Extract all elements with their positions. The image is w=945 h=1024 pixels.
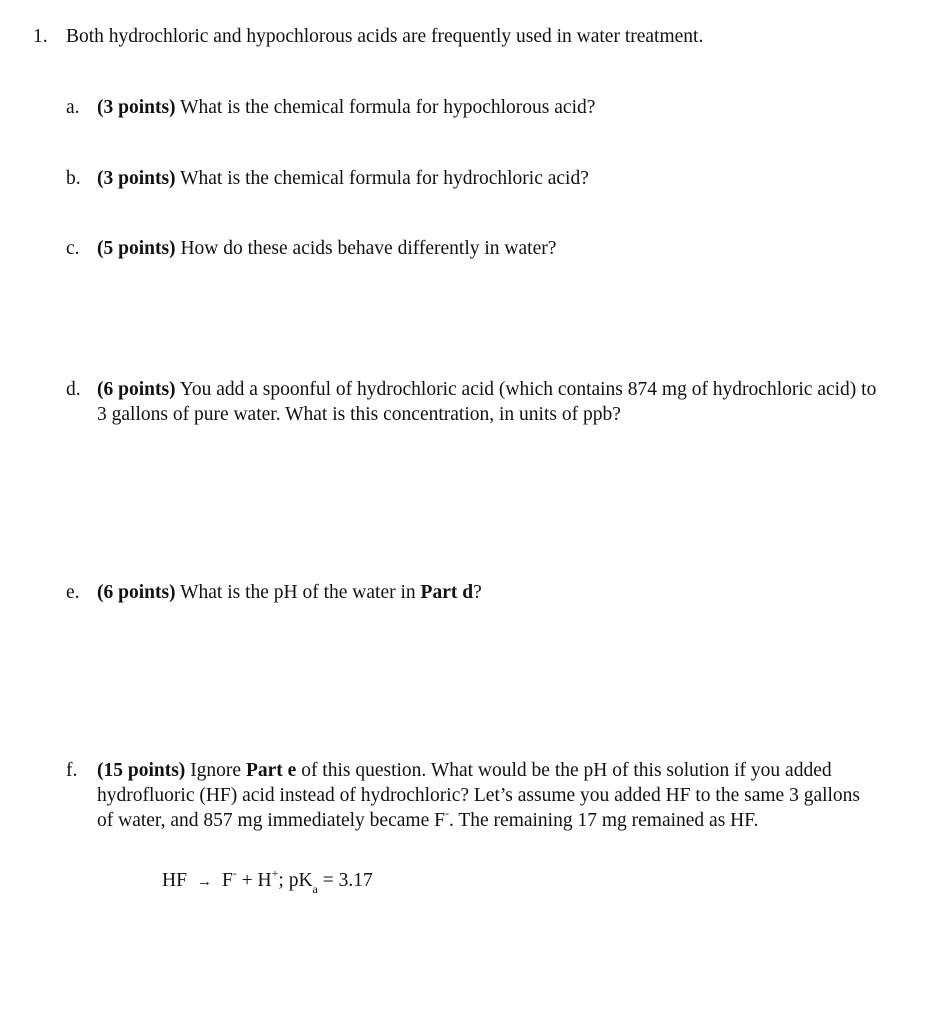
eq-equals: = 3.17 xyxy=(322,870,373,891)
equation xyxy=(162,865,373,896)
part-e-text: What is the pH of the water in xyxy=(180,582,416,603)
part-c-points: (5 points) xyxy=(97,238,176,259)
part-f-points: (15 points) xyxy=(97,760,186,781)
eq-sub: a xyxy=(312,881,318,896)
part-f xyxy=(97,758,875,833)
eq-product1: F xyxy=(221,870,233,891)
part-f-letter: f. xyxy=(66,760,78,781)
part-e-points: (6 points) xyxy=(97,582,176,603)
eq-reactant: HF xyxy=(162,870,187,891)
part-f-ref: Part e xyxy=(245,760,297,781)
part-f-pre: Ignore xyxy=(190,760,242,781)
part-b-letter: b. xyxy=(66,168,81,189)
eq-sep: ; pK xyxy=(278,870,313,891)
part-b-text: What is the chemical formula for hydrochloric acid? xyxy=(180,168,589,189)
part-e xyxy=(97,580,897,605)
part-a-text: What is the chemical formula for hypochlorous acid? xyxy=(180,97,596,118)
part-e-after: ? xyxy=(473,582,482,603)
eq-product1-charge: - xyxy=(232,865,237,880)
eq-arrow: → xyxy=(196,874,212,890)
part-f-text: of this question. What would be the pH of this solution if you added hydrofluoric (HF) acid instead of hydrochloric? Let’s assume you added HF to the same 3 gallons of water, and 857 mg immediately became F xyxy=(97,760,861,831)
part-c-letter: c. xyxy=(66,238,80,259)
part-f-text-after: . The remaining 17 mg remained as HF. xyxy=(448,810,759,831)
part-d xyxy=(97,377,887,427)
part-a xyxy=(97,95,897,120)
part-a-points: (3 points) xyxy=(97,97,176,118)
part-c-text: How do these acids behave differently in water? xyxy=(180,238,557,259)
part-d-points: (6 points) xyxy=(97,379,176,400)
part-b xyxy=(97,166,897,191)
question-intro: Both hydrochloric and hypochlorous acids are frequently used in water treatment. xyxy=(66,26,704,47)
part-d-letter: d. xyxy=(66,379,81,400)
part-e-ref: Part d xyxy=(420,582,474,603)
eq-plus: + xyxy=(241,870,253,891)
part-b-points: (3 points) xyxy=(97,168,176,189)
eq-product2: H xyxy=(257,870,272,891)
fluoride-charge: - xyxy=(444,805,449,820)
question-number: 1. xyxy=(33,26,48,47)
part-c xyxy=(97,236,897,261)
part-e-letter: e. xyxy=(66,582,80,603)
part-a-letter: a. xyxy=(66,97,80,118)
part-d-text: You add a spoonful of hydrochloric acid (which contains 874 mg of hydrochloric acid) to 3 gallons of pure water. What is this concentration, in units of ppb? xyxy=(97,379,877,425)
eq-product2-charge: + xyxy=(271,865,279,880)
